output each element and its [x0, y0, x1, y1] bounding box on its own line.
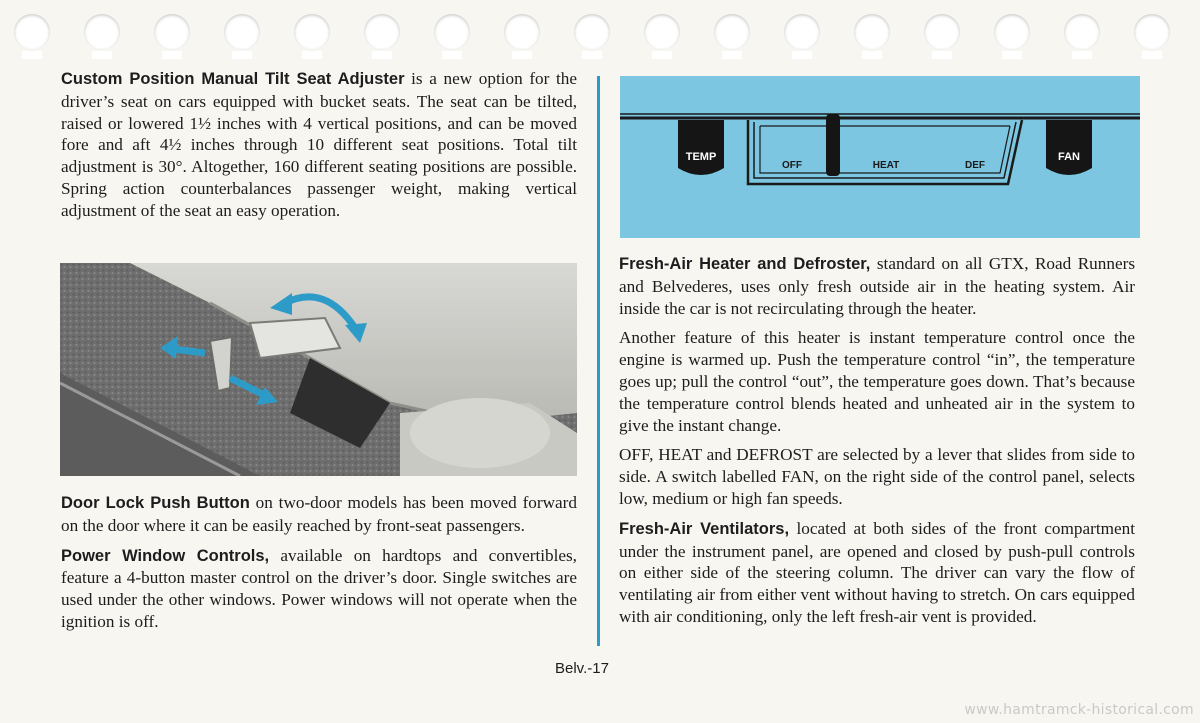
- position-heat-label: HEAT: [872, 160, 900, 171]
- heater-heading: Fresh-Air Heater and Defroster,: [619, 255, 871, 273]
- column-divider: [597, 76, 600, 646]
- left-column-top: [61, 68, 577, 230]
- temp-knob: [678, 120, 724, 175]
- binder-hole: [364, 14, 400, 50]
- watermark: www.hamtramck-historical.com: [964, 702, 1194, 718]
- binder-hole: [1064, 14, 1100, 50]
- door-lock-paragraph: [61, 492, 577, 537]
- binder-hole: [714, 14, 750, 50]
- selector-paragraph: OFF, HEAT and DEFROST are selected by a lever that slides from side to side. A switch labelled FAN, on the right side of the control panel, selects low, medium or high fan speeds.: [619, 445, 1135, 508]
- binder-hole: [154, 14, 190, 50]
- binder-hole: [84, 14, 120, 50]
- binder-hole: [854, 14, 890, 50]
- selector-lever: [826, 114, 840, 176]
- ventilators-body: located at both sides of the front compartment under the instrument panel, are opened and closed by push-pull controls on either side of the steering column. The driver can vary the flow of ventilating air from either vent without having to stretch. On cars equipped with air conditioning, only the left fresh-air vent is provided.: [619, 518, 1135, 626]
- binder-hole: [644, 14, 680, 50]
- binder-holes: [0, 0, 1200, 60]
- binder-hole: [994, 14, 1030, 50]
- binder-hole: [224, 14, 260, 50]
- binder-hole: [1134, 14, 1170, 50]
- left-column-bottom: [61, 492, 577, 641]
- temp-label: TEMP: [685, 151, 717, 163]
- heater-paragraph: [619, 253, 1135, 319]
- seat-adjuster-body: is a new option for the driver’s seat on cars equipped with bucket seats. The seat can be tilted, raised or lowered 1½ inches with 4 vertical positions, and can be moved fore and aft 4½ inches through 10 different seat positions. Total tilt adjustment is 30°. Altogether, 160 different seating positions are possible. Spring action counterbalances passenger weight, making vertical adjustment of the seat an easy operation.: [61, 69, 577, 220]
- seat-adjuster-heading: Custom Position Manual Tilt Seat Adjuster: [61, 70, 405, 88]
- binder-hole: [294, 14, 330, 50]
- power-windows-body: available on hardtops and convertibles, feature a 4-button master control on the driver’s door. Single switches are used under the other windows. Power windows will not operate when the ignition is off.: [61, 545, 577, 631]
- binder-hole: [504, 14, 540, 50]
- door-lock-heading: Door Lock Push Button: [61, 494, 250, 512]
- binder-hole: [924, 14, 960, 50]
- ventilators-paragraph: [619, 518, 1135, 628]
- heater-control-panel: [620, 76, 1140, 238]
- right-column: [619, 253, 1135, 636]
- binder-hole: [784, 14, 820, 50]
- heater-body: standard on all GTX, Road Runners and Belvederes, uses only fresh outside air in the heating system. Air inside the car is not recirculating through the heater.: [619, 254, 1136, 318]
- instant-temp-paragraph: Another feature of this heater is instant temperature control once the engine is warmed up. Push the temperature control “in”, the temperature goes up; pull the control “out”, the temperature goes down. That’s because the temperature control blends heated and unheated air in the system to give the instant change.: [619, 328, 1135, 435]
- binder-hole: [14, 14, 50, 50]
- power-windows-heading: Power Window Controls,: [61, 546, 270, 565]
- fan-label: FAN: [1058, 151, 1080, 163]
- binder-hole: [434, 14, 470, 50]
- position-def-label: DEF: [965, 160, 985, 171]
- ventilators-heading: Fresh-Air Ventilators,: [619, 519, 790, 538]
- binder-hole: [574, 14, 610, 50]
- page-number: Belv.-17: [555, 660, 609, 677]
- power-windows-paragraph: [61, 545, 577, 633]
- seat-adjuster-photo: [60, 263, 577, 476]
- door-lock-body: on two-door models has been moved forward on the door where it can be easily reached by front-seat passengers.: [61, 493, 577, 535]
- seat-adjuster-paragraph: [61, 68, 577, 222]
- fan-knob: [1046, 120, 1092, 175]
- position-off-label: OFF: [782, 160, 802, 171]
